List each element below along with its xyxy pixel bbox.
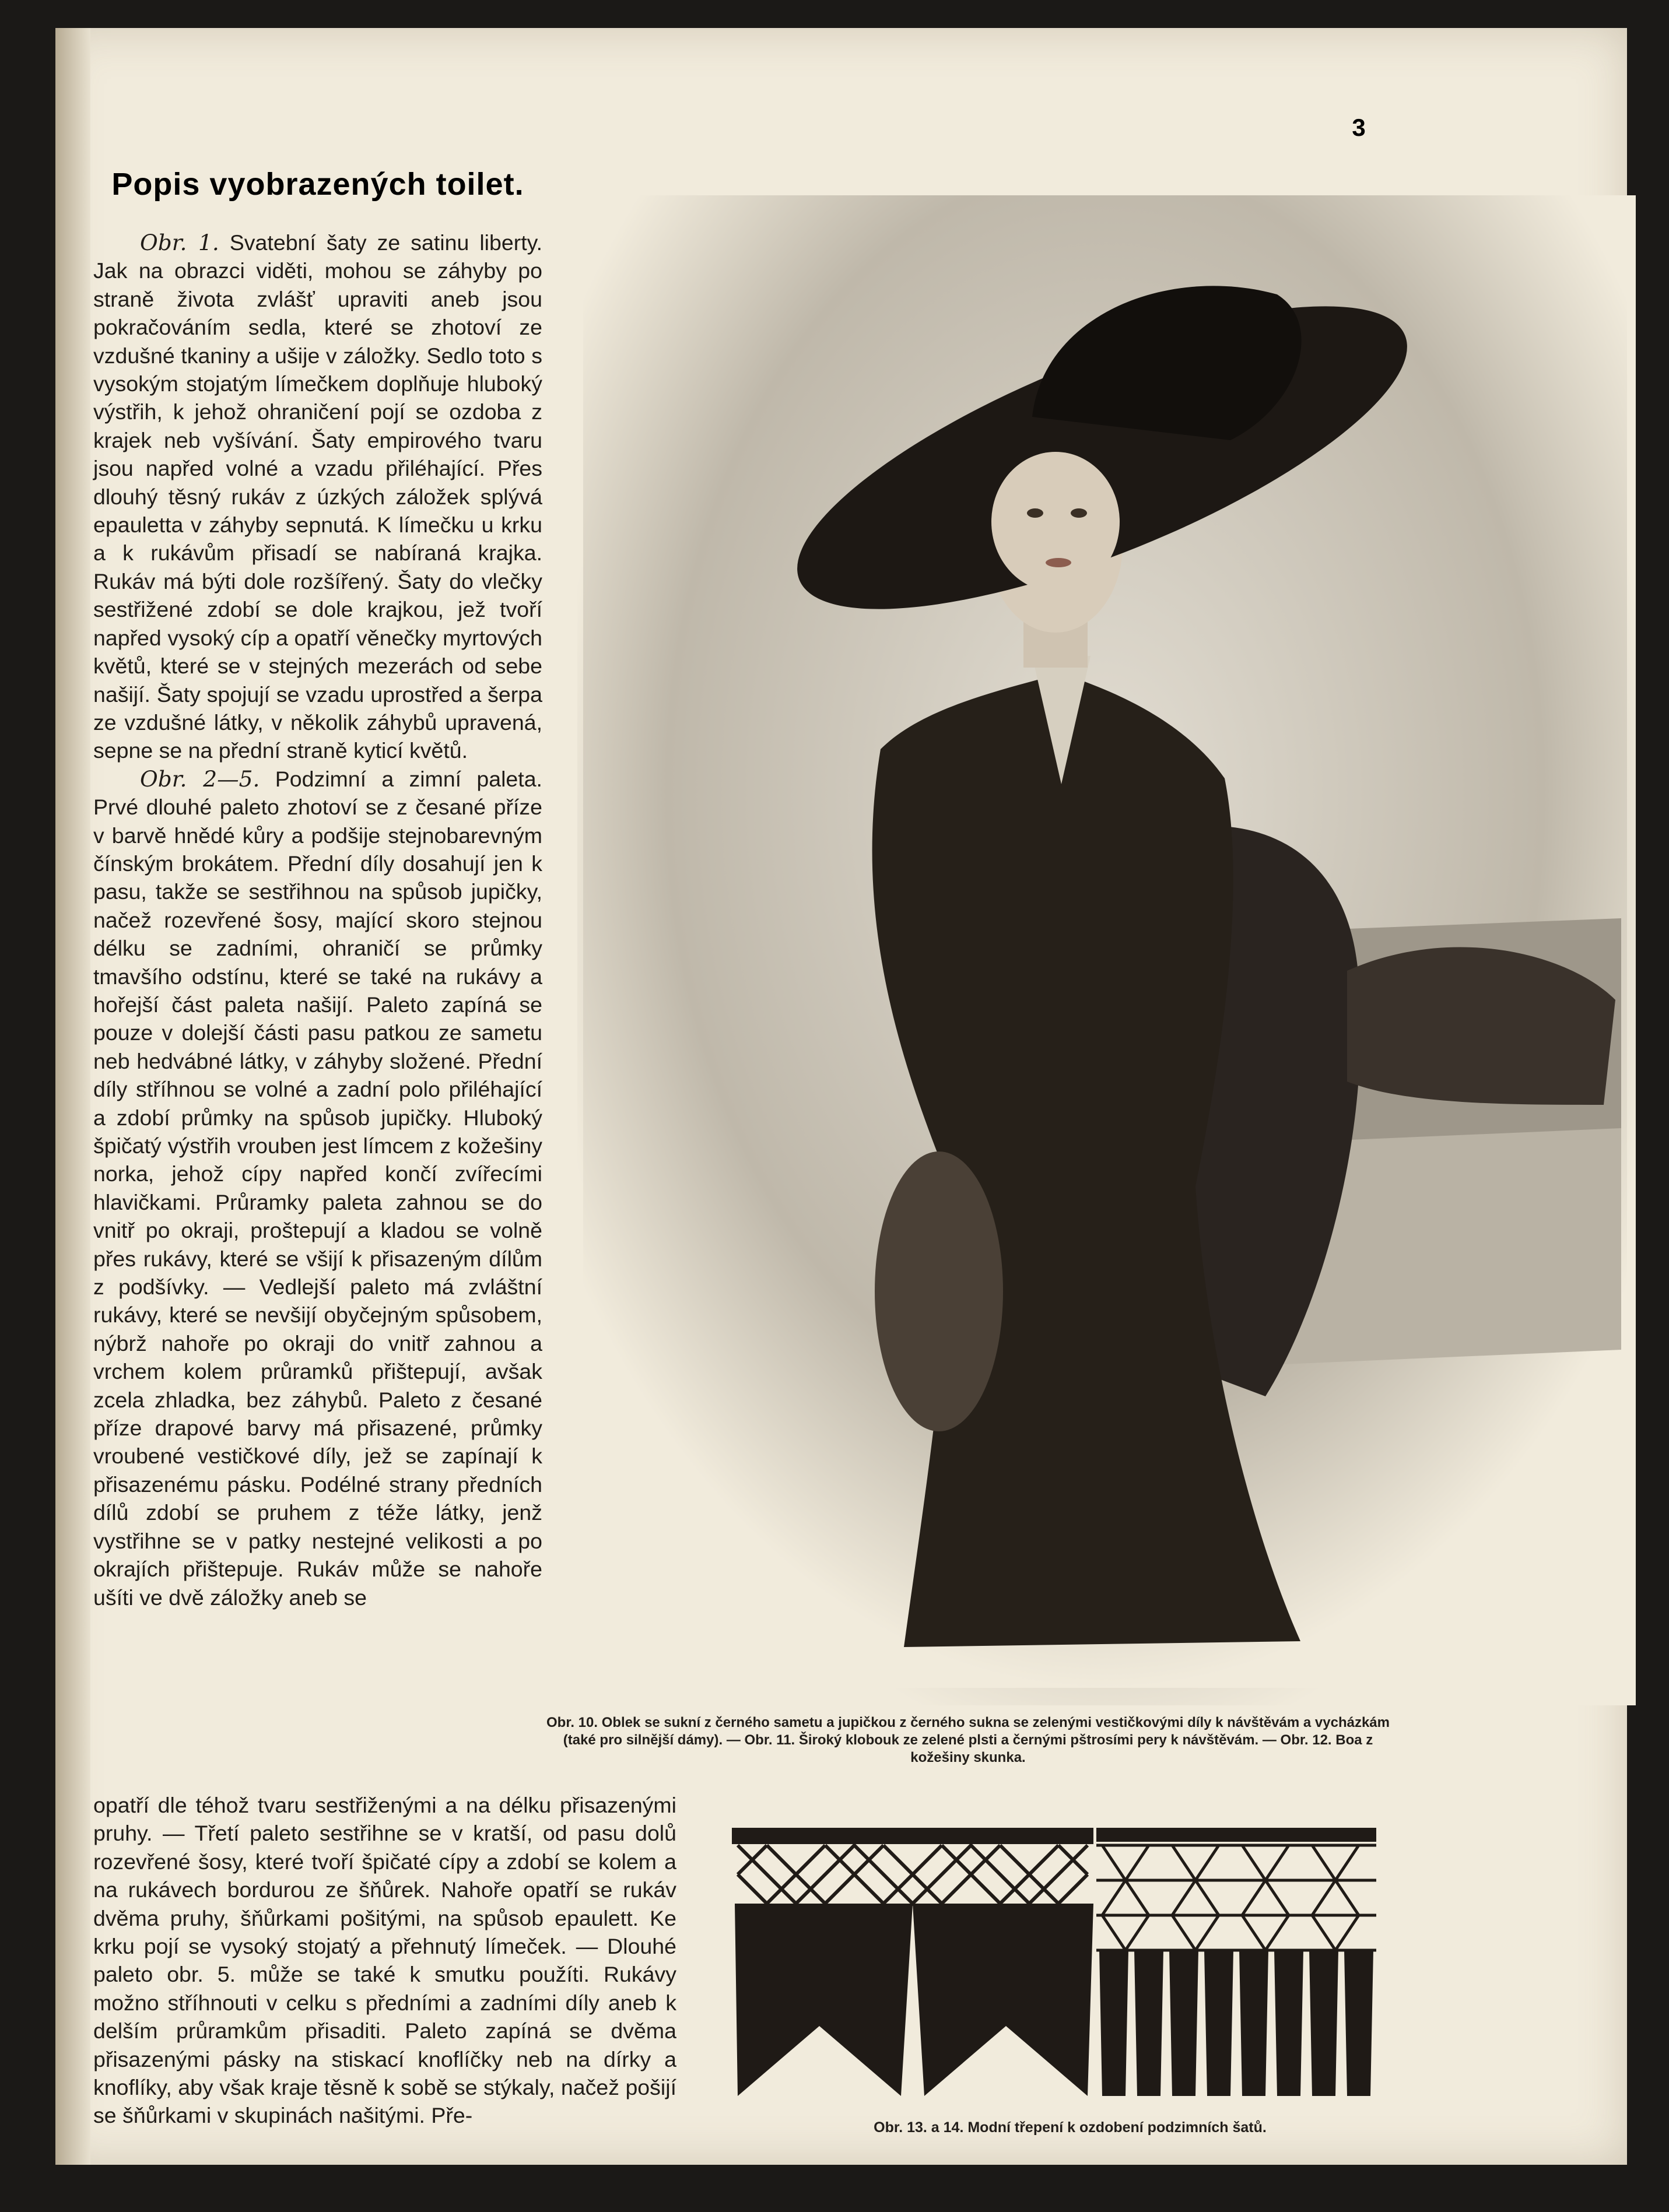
fashion-photo [577, 195, 1636, 1705]
article-column-narrow [93, 229, 542, 1611]
figure-label: Obr. 1. [140, 230, 219, 255]
fringe-net [1096, 1845, 1376, 1950]
woman-in-hat-illustration [577, 195, 1636, 1705]
right-eye [1071, 508, 1087, 518]
fringe-tassels-right [913, 1904, 1093, 2096]
binding-edge [55, 28, 90, 2165]
mouth [1046, 558, 1071, 567]
left-eye [1027, 508, 1043, 518]
paragraph-text: Podzimní a zimní paleta. Prvé dlouhé paleto zhotoví se z česané příze v barvě hnědé kůry a podšije stejnobarevným čínským brokátem. Přední díly dosahují jen k pasu, takže se sestřihnou na spůsob jupičky, načež rozevřené šosy, mající skoro stejnou délku se zadními, ohraničí se průmky tmavšího odstínu, které se také na rukávy a hořejší část paleta našijí. Paleto zapíná se pouze v dolejší části pasu patkou ze sametu neb hedvábné látky, v záhyby složené. Přední díly stříhnou se volné a zadní polo přiléhající a zdobí průmky na spůsob jupičky. Hluboký špičatý výstřih vrouben jest límcem z kožešiny norka, jehož cípy napřed končí zvířecími hlavičkami. Průramky paleta zahnou se do vnitř po okraji, proštepují a kladou se volně přes rukávy, které se všijí k přisazeným dílům z podšívky. — Vedlejší paleto má zvláštní rukávy, které se nevšijí obyčejným spůsobem, nýbrž nahoře po okraji do vnitř zahnou a vrchem kolem průramků přištepují, avšak zcela zhladka, bez záhybů. Paleto z česané příze drapové barvy má přisazené, průmky vroubené vestičkové díly, jež se zapínají k přisazenému pásku. Podélné strany předních dílů zdobí se pruhem z téže látky, jenž vystřihne se v patky nestejné velikosti a po okrajích přištepuje. Rukáv může se nahoře ušíti ve dvě záložky aneb se [93, 766, 542, 1610]
article-column-wide [93, 1791, 676, 2130]
fringe-tassels-left [735, 1904, 913, 2096]
fringe-band [1096, 1828, 1376, 1842]
fur-muff [875, 1151, 1003, 1431]
fringe-tassels [1099, 1950, 1373, 2096]
fringe-net [738, 1845, 1088, 1904]
fringe-caption: Obr. 13. a 14. Modní třepení k ozdobení podzimních šatů. [874, 2119, 1267, 2136]
face-front [991, 452, 1120, 592]
paragraph-obr-2-5 [93, 765, 542, 1611]
page-title: Popis vyobrazených toilet. [111, 167, 524, 202]
paragraph-continued: opatří dle téhož tvaru sestřiženými a na délku přisazenými pruhy. — Třetí paleto sestřihne se v kratší, od pasu dolů rozevřené šosy, které tvoří špičaté cípy a zdobí se kolem a na rukávech bordurou ze šňůrek. Nahoře opatří se rukáv dvěma pruhy, šňůrkami pošitými, na spůsob epaulett. Ke krku pojí se vysoký stojatý a přehnutý límeček. — Dlouhé paleto obr. 5. může se také k smutku použíti. Rukávy možno stříhnouti v celku s předními a zadními díly aneb k delším průramkům přisaditi. Paleto zapíná se dvěma přisazenými pásky na stiskací knoflíčky neb na dírky a knoflíky, aby však kraje těsně k sobě se stýkaly, načež pošijí se šňůrkami v skupinách našitými. Pře- [93, 1793, 676, 2128]
photo-caption: Obr. 10. Oblek se sukní z černého sametu a jupičkou z černého sukna se zelenými vestičkovými díly k návštěvám a vycházkám (také pro silnější dámy). — Obr. 11. Široký klobouk ze zelené plsti a černými pštrosími pery k návštěvám. — Obr. 12. Boa z kožešiny skunka. [546, 1715, 1390, 1765]
figure-label: Obr. 2—5. [140, 766, 260, 792]
fringe-illustration-13 [726, 1828, 1099, 2108]
paragraph-obr-1 [93, 229, 542, 765]
page-number: 3 [1352, 114, 1366, 141]
fringe-illustration-14 [1091, 1828, 1382, 2108]
paragraph-text: Svatební šaty ze satinu liberty. Jak na obrazci viděti, mohou se záhyby po straně života zvlášť upraviti aneb jsou pokračováním sedla, které se zhotoví ze vzdušné tkaniny a ušije v záložky. Sedlo toto s vysokým stojatým límečkem doplňuje hluboký výstřih, k jehož ohraničení pojí se ozdoba z krajek neb vyšívání. Šaty empirového tvaru jsou napřed volné a vzadu přiléhající. Přes dlouhý těsný rukáv z úzkých záložek splývá epauletta v záhyby sepnutá. K límečku u krku a k rukávům přisadí se nabíraná krajka. Rukáv má býti dole rozšířený. Šaty do vlečky sestřižené zdobí se dole krajkou, jež tvoří napřed vysoký cíp a opatří věnečky myrtových květů, které se v stejných mezerách od sebe našijí. Šaty spojují se vzadu uprostřed a šerpa ze vzdušné látky, v několik záhybů upravená, sepne se na přední straně kyticí květů. [93, 230, 542, 763]
fringe-band [732, 1828, 1093, 1844]
